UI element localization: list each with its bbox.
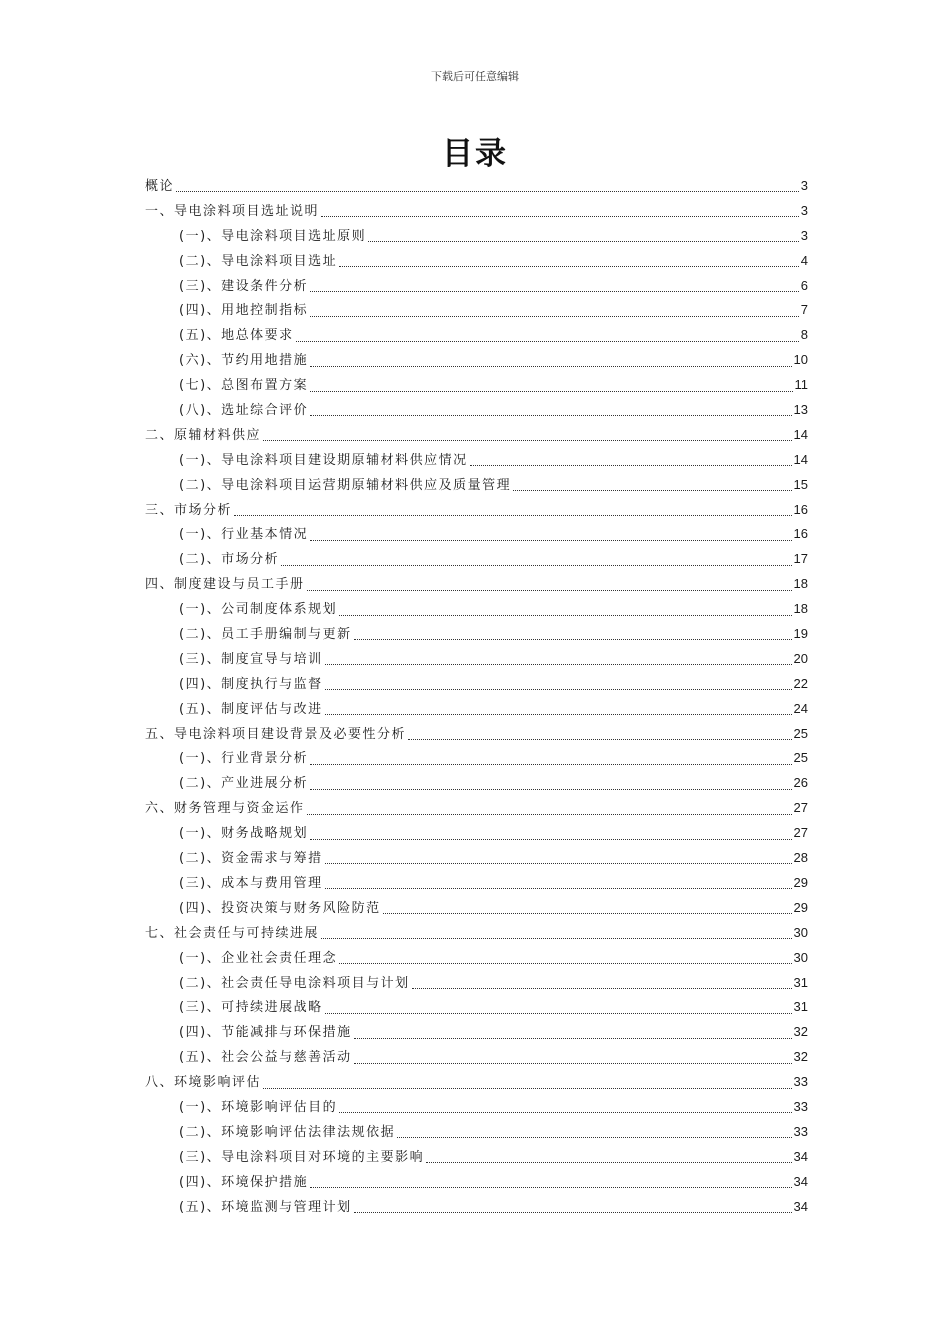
toc-entry[interactable]	[145, 1020, 808, 1045]
toc-entry-page: 29	[793, 899, 808, 915]
toc-entry-page: 6	[800, 277, 808, 293]
toc-leader-dots	[321, 215, 799, 217]
toc-entry-page: 8	[800, 327, 808, 343]
toc-entry-label: (一)、公司制度体系规划	[179, 602, 338, 618]
toc-entry-page: 34	[793, 1148, 808, 1164]
toc-entry-label: (五)、制度评估与改进	[179, 701, 323, 717]
toc-leader-dots	[368, 240, 799, 242]
toc-leader-dots	[310, 838, 791, 840]
toc-entry-page: 29	[793, 874, 808, 890]
toc-entry[interactable]	[145, 896, 808, 921]
toc-entry[interactable]	[145, 448, 808, 473]
toc-entry-page: 10	[793, 352, 808, 368]
toc-entry[interactable]	[145, 572, 808, 597]
toc-leader-dots	[383, 912, 792, 914]
toc-entry-page: 17	[793, 551, 808, 567]
toc-entry-label: (二)、导电涂料项目运营期原辅材料供应及质量管理	[179, 477, 512, 493]
toc-entry-label: (一)、行业基本情况	[179, 527, 309, 543]
toc-entry[interactable]	[145, 298, 808, 323]
toc-entry-label: (二)、环境影响评估法律法规依据	[179, 1124, 396, 1140]
toc-entry-label: (一)、财务战略规划	[179, 826, 309, 842]
toc-entry-page: 13	[793, 402, 808, 418]
toc-entry-label: (一)、环境影响评估目的	[179, 1099, 338, 1115]
toc-entry-page: 16	[793, 501, 808, 517]
toc-entry-page: 3	[800, 178, 808, 193]
toc-leader-dots	[234, 514, 792, 516]
toc-entry[interactable]	[145, 522, 808, 547]
toc-leader-dots	[310, 788, 791, 790]
toc-leader-dots	[310, 290, 799, 292]
toc-entry-label: (一)、企业社会责任理念	[179, 950, 338, 966]
toc-entry-page: 30	[793, 924, 808, 940]
toc-entry[interactable]	[145, 323, 808, 348]
toc-leader-dots	[354, 1037, 792, 1039]
toc-entry-page: 32	[793, 1024, 808, 1040]
toc-entry-page: 31	[793, 974, 808, 990]
toc-leader-dots	[263, 1087, 792, 1089]
toc-entry-page: 14	[793, 451, 808, 467]
toc-entry-label: (二)、社会责任导电涂料项目与计划	[179, 975, 410, 991]
toc-entry[interactable]	[145, 174, 808, 199]
toc-entry-page: 22	[793, 675, 808, 691]
toc-entry[interactable]	[145, 1095, 808, 1120]
toc-entry[interactable]	[145, 771, 808, 796]
toc-leader-dots	[354, 1062, 792, 1064]
toc-entry-label: (一)、行业背景分析	[179, 751, 309, 767]
toc-leader-dots	[325, 663, 792, 665]
toc-leader-dots	[310, 763, 791, 765]
toc-entry-page: 7	[800, 302, 808, 318]
toc-entry[interactable]	[145, 821, 808, 846]
toc-entry-page: 3	[800, 227, 808, 243]
toc-entry-page: 27	[793, 800, 808, 816]
toc-entry-label: (七)、总图布置方案	[179, 378, 309, 394]
toc-entry-label: (二)、员工手册编制与更新	[179, 627, 352, 643]
toc-entry-page: 20	[793, 650, 808, 666]
toc-entry-label: 四、制度建设与员工手册	[145, 577, 305, 593]
toc-entry[interactable]	[145, 274, 808, 299]
toc-entry-label: (五)、地总体要求	[179, 328, 294, 344]
toc-entry[interactable]	[145, 249, 808, 274]
toc-entry-label: (三)、可持续进展战略	[179, 1000, 323, 1016]
toc-entry[interactable]	[145, 971, 808, 996]
toc-leader-dots	[310, 1186, 791, 1188]
header-note: 下载后可任意编辑	[431, 70, 519, 83]
toc-entry[interactable]	[145, 995, 808, 1020]
toc-entry-label: (六)、节约用地措施	[179, 353, 309, 369]
toc-entry[interactable]	[145, 1070, 808, 1095]
toc-leader-dots	[325, 688, 792, 690]
toc-entry[interactable]	[145, 547, 808, 572]
toc-entry-page: 19	[793, 626, 808, 642]
toc-entry-label: (三)、导电涂料项目对环境的主要影响	[179, 1149, 425, 1165]
toc-entry[interactable]	[145, 921, 808, 946]
toc-entry-label: (一)、导电涂料项目建设期原辅材料供应情况	[179, 452, 468, 468]
toc-entry[interactable]	[145, 846, 808, 871]
toc-entry-page: 16	[793, 526, 808, 542]
toc-entry-page: 33	[793, 1074, 808, 1090]
toc-entry-label: (三)、成本与费用管理	[179, 875, 323, 891]
toc-entry-label: 三、市场分析	[145, 502, 233, 518]
toc-entry[interactable]	[145, 348, 808, 373]
toc-leader-dots	[296, 340, 799, 342]
toc-leader-dots	[325, 713, 792, 715]
toc-entry-label: (一)、导电涂料项目选址原则	[179, 228, 367, 244]
toc-entry-label: (三)、建设条件分析	[179, 278, 309, 294]
toc-entry-page: 11	[794, 377, 808, 393]
toc-entry[interactable]	[145, 1045, 808, 1070]
toc-entry[interactable]	[145, 746, 808, 771]
toc-entry-page: 25	[793, 725, 808, 741]
toc-entry-page: 33	[793, 1123, 808, 1139]
toc-entry[interactable]	[145, 1170, 808, 1195]
toc-leader-dots	[310, 390, 792, 392]
toc-leader-dots	[339, 962, 791, 964]
toc-entry[interactable]	[145, 647, 808, 672]
toc-entry-label: (二)、产业进展分析	[179, 776, 309, 792]
toc-entry-page: 4	[800, 252, 808, 268]
page-title: 目录	[442, 136, 508, 172]
toc-entry[interactable]	[145, 871, 808, 896]
toc-leader-dots	[310, 315, 799, 317]
toc-entry[interactable]	[145, 498, 808, 523]
toc-entry-page: 31	[793, 999, 808, 1015]
toc-leader-dots	[354, 1211, 792, 1213]
toc-leader-dots	[397, 1136, 791, 1138]
table-of-contents	[145, 174, 808, 1219]
toc-entry[interactable]	[145, 1120, 808, 1145]
toc-entry[interactable]	[145, 697, 808, 722]
toc-leader-dots	[307, 589, 792, 591]
toc-entry-page: 30	[793, 949, 808, 965]
toc-leader-dots	[310, 414, 791, 416]
toc-entry-page: 34	[793, 1198, 808, 1214]
toc-entry-label: 二、原辅材料供应	[145, 427, 262, 443]
toc-leader-dots	[310, 365, 791, 367]
toc-entry[interactable]	[145, 398, 808, 423]
toc-entry-page: 32	[793, 1049, 808, 1065]
toc-entry-page: 18	[793, 576, 808, 592]
toc-entry-page: 14	[793, 426, 808, 442]
toc-entry[interactable]	[145, 672, 808, 697]
toc-entry[interactable]	[145, 373, 808, 398]
toc-entry-label: (二)、资金需求与筹措	[179, 851, 323, 867]
toc-entry-page: 3	[800, 202, 808, 218]
toc-leader-dots	[325, 862, 792, 864]
toc-entry-label: (四)、环境保护措施	[179, 1174, 309, 1190]
toc-entry[interactable]	[145, 1145, 808, 1170]
toc-entry-page: 33	[793, 1098, 808, 1114]
toc-entry-label: (四)、用地控制指标	[179, 303, 309, 319]
toc-leader-dots	[408, 738, 792, 740]
toc-entry-page: 34	[793, 1173, 808, 1189]
toc-entry-page: 26	[793, 775, 808, 791]
toc-entry[interactable]	[145, 473, 808, 498]
toc-entry-label: (五)、社会公益与慈善活动	[179, 1050, 352, 1066]
toc-entry-label: 六、财务管理与资金运作	[145, 801, 305, 817]
toc-leader-dots	[339, 1111, 791, 1113]
toc-entry-page: 15	[793, 476, 808, 492]
toc-entry-label: 一、导电涂料项目选址说明	[145, 203, 320, 219]
toc-leader-dots	[339, 265, 799, 267]
toc-entry[interactable]	[145, 423, 808, 448]
toc-leader-dots	[176, 190, 799, 192]
toc-leader-dots	[263, 439, 792, 441]
toc-entry-page: 25	[793, 750, 808, 766]
toc-entry-page: 27	[793, 825, 808, 841]
toc-leader-dots	[281, 564, 791, 566]
toc-entry-page: 24	[793, 700, 808, 716]
toc-entry-label: (二)、导电涂料项目选址	[179, 253, 338, 269]
toc-entry-label: 概论	[145, 179, 175, 194]
toc-entry[interactable]	[145, 597, 808, 622]
toc-leader-dots	[310, 539, 791, 541]
toc-leader-dots	[470, 464, 792, 466]
toc-entry[interactable]	[145, 622, 808, 647]
toc-entry-label: 七、社会责任与可持续进展	[145, 925, 320, 941]
toc-entry-label: 八、环境影响评估	[145, 1075, 262, 1091]
toc-entry-page: 28	[793, 850, 808, 866]
toc-entry-label: (三)、制度宣导与培训	[179, 651, 323, 667]
toc-entry[interactable]	[145, 199, 808, 224]
toc-leader-dots	[325, 887, 792, 889]
toc-leader-dots	[325, 1012, 792, 1014]
toc-entry[interactable]	[145, 224, 808, 249]
toc-entry[interactable]	[145, 946, 808, 971]
toc-leader-dots	[412, 987, 792, 989]
toc-leader-dots	[321, 937, 792, 939]
toc-leader-dots	[513, 489, 791, 491]
toc-leader-dots	[426, 1161, 791, 1163]
toc-entry[interactable]	[145, 722, 808, 747]
toc-entry[interactable]	[145, 796, 808, 821]
toc-leader-dots	[339, 614, 791, 616]
toc-entry[interactable]	[145, 1195, 808, 1220]
toc-entry-page: 18	[793, 601, 808, 617]
toc-entry-label: (四)、投资决策与财务风险防范	[179, 900, 381, 916]
toc-entry-label: 五、导电涂料项目建设背景及必要性分析	[145, 726, 407, 742]
toc-entry-label: (四)、节能减排与环保措施	[179, 1025, 352, 1041]
toc-entry-label: (二)、市场分析	[179, 552, 280, 568]
toc-entry-label: (五)、环境监测与管理计划	[179, 1199, 352, 1215]
toc-entry-label: (八)、选址综合评价	[179, 403, 309, 419]
toc-entry-label: (四)、制度执行与监督	[179, 676, 323, 692]
toc-leader-dots	[354, 638, 792, 640]
toc-leader-dots	[307, 813, 792, 815]
